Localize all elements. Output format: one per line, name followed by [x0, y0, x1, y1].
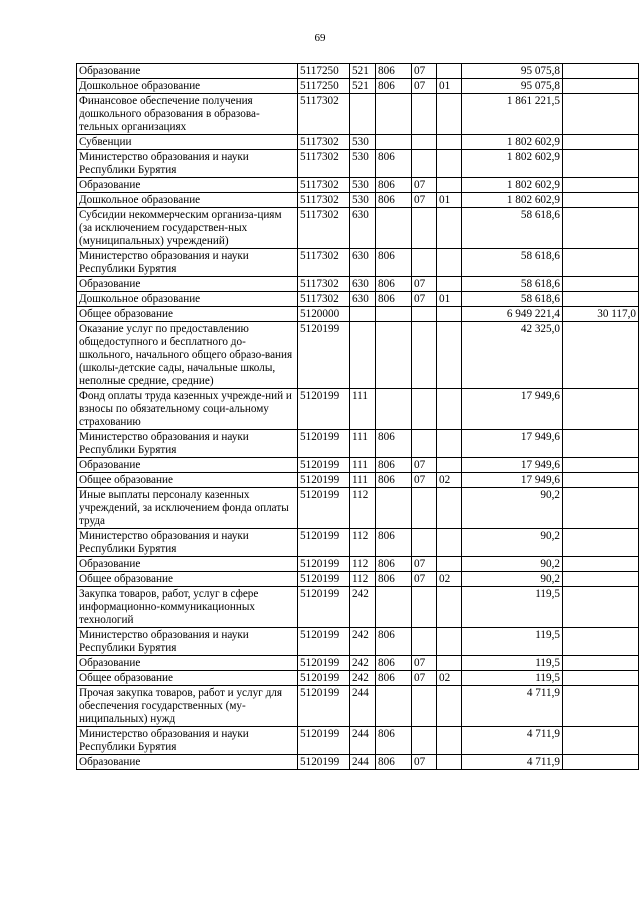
subsection-code-cell [437, 488, 462, 529]
expense-type-code-cell [350, 322, 376, 389]
department-code-cell: 806 [376, 430, 412, 458]
row-name-cell: Общее образование [77, 572, 298, 587]
amount-cell: 119,5 [462, 671, 563, 686]
amount-extra-cell [563, 430, 639, 458]
department-code-cell: 806 [376, 656, 412, 671]
amount-extra-cell [563, 249, 639, 277]
department-code-cell: 806 [376, 473, 412, 488]
section-code-cell [412, 430, 437, 458]
target-article-code-cell: 5120199 [298, 572, 350, 587]
section-code-cell: 07 [412, 292, 437, 307]
subsection-code-cell: 02 [437, 572, 462, 587]
row-name-cell: Министерство образования и науки Республики Бурятия [77, 727, 298, 755]
table-row [77, 193, 639, 208]
target-article-code-cell: 5120199 [298, 458, 350, 473]
amount-extra-cell [563, 458, 639, 473]
amount-cell: 90,2 [462, 488, 563, 529]
section-code-cell [412, 727, 437, 755]
amount-extra-cell [563, 473, 639, 488]
subsection-code-cell: 02 [437, 671, 462, 686]
subsection-code-cell [437, 458, 462, 473]
amount-cell: 119,5 [462, 656, 563, 671]
amount-extra-cell [563, 292, 639, 307]
department-code-cell: 806 [376, 727, 412, 755]
section-code-cell: 07 [412, 473, 437, 488]
row-name-cell: Образование [77, 277, 298, 292]
expense-type-code-cell [350, 307, 376, 322]
row-name-cell: Министерство образования и науки Республики Бурятия [77, 150, 298, 178]
department-code-cell: 806 [376, 557, 412, 572]
target-article-code-cell: 5117250 [298, 64, 350, 79]
amount-cell: 4 711,9 [462, 727, 563, 755]
row-name-cell: Образование [77, 755, 298, 770]
department-code-cell [376, 94, 412, 135]
amount-extra-cell [563, 150, 639, 178]
target-article-code-cell: 5120199 [298, 628, 350, 656]
expense-type-code-cell: 111 [350, 430, 376, 458]
department-code-cell: 806 [376, 193, 412, 208]
target-article-code-cell: 5120199 [298, 727, 350, 755]
amount-cell: 119,5 [462, 587, 563, 628]
subsection-code-cell [437, 557, 462, 572]
expense-type-code-cell [350, 94, 376, 135]
subsection-code-cell [437, 727, 462, 755]
department-code-cell: 806 [376, 178, 412, 193]
table-row [77, 557, 639, 572]
target-article-code-cell: 5120199 [298, 430, 350, 458]
section-code-cell [412, 135, 437, 150]
section-code-cell: 07 [412, 671, 437, 686]
target-article-code-cell: 5120199 [298, 488, 350, 529]
row-name-cell: Субвенции [77, 135, 298, 150]
row-name-cell: Министерство образования и науки Республики Бурятия [77, 430, 298, 458]
amount-extra-cell [563, 135, 639, 150]
table-row [77, 488, 639, 529]
target-article-code-cell: 5117302 [298, 208, 350, 249]
target-article-code-cell: 5117302 [298, 178, 350, 193]
subsection-code-cell [437, 94, 462, 135]
amount-cell: 1 802 602,9 [462, 150, 563, 178]
row-name-cell: Общее образование [77, 307, 298, 322]
expense-type-code-cell: 530 [350, 150, 376, 178]
expense-type-code-cell: 630 [350, 292, 376, 307]
expense-type-code-cell: 521 [350, 64, 376, 79]
amount-extra-cell [563, 587, 639, 628]
row-name-cell: Министерство образования и науки Республики Бурятия [77, 249, 298, 277]
amount-cell: 90,2 [462, 529, 563, 557]
expense-type-code-cell: 242 [350, 587, 376, 628]
row-name-cell: Образование [77, 178, 298, 193]
expense-type-code-cell: 244 [350, 755, 376, 770]
row-name-cell: Министерство образования и науки Республики Бурятия [77, 529, 298, 557]
table-row [77, 755, 639, 770]
amount-extra-cell [563, 208, 639, 249]
row-name-cell: Дошкольное образование [77, 193, 298, 208]
row-name-cell: Иные выплаты персоналу казенных учреждений, за исключением фонда оплаты труда [77, 488, 298, 529]
expense-type-code-cell: 112 [350, 572, 376, 587]
amount-cell: 95 075,8 [462, 64, 563, 79]
expense-type-code-cell: 242 [350, 656, 376, 671]
target-article-code-cell: 5117302 [298, 94, 350, 135]
row-name-cell: Оказание услуг по предоставлению общедоступного и бесплатного до-школьного, начального общего образо-вания (школы-детские сады, начальные школы, неполные средние, средние) [77, 322, 298, 389]
amount-extra-cell [563, 529, 639, 557]
row-name-cell: Общее образование [77, 473, 298, 488]
amount-cell: 17 949,6 [462, 473, 563, 488]
amount-extra-cell [563, 277, 639, 292]
expense-type-code-cell: 530 [350, 193, 376, 208]
amount-cell: 17 949,6 [462, 430, 563, 458]
table-row [77, 686, 639, 727]
amount-extra-cell [563, 94, 639, 135]
row-name-cell: Дошкольное образование [77, 79, 298, 94]
department-code-cell: 806 [376, 292, 412, 307]
target-article-code-cell: 5120199 [298, 587, 350, 628]
department-code-cell [376, 322, 412, 389]
table-row [77, 135, 639, 150]
amount-extra-cell [563, 671, 639, 686]
row-name-cell: Закупка товаров, работ, услуг в сфере информационно-коммуникационных технологий [77, 587, 298, 628]
table-row [77, 178, 639, 193]
row-name-cell: Субсидии некоммерческим организа-циям (за исключением государствен-ных (муниципальных) учреждений) [77, 208, 298, 249]
department-code-cell [376, 208, 412, 249]
subsection-code-cell [437, 686, 462, 727]
department-code-cell: 806 [376, 572, 412, 587]
table-row [77, 587, 639, 628]
expense-type-code-cell: 242 [350, 628, 376, 656]
department-code-cell: 806 [376, 755, 412, 770]
target-article-code-cell: 5117302 [298, 277, 350, 292]
table-row [77, 307, 639, 322]
expense-type-code-cell: 242 [350, 671, 376, 686]
section-code-cell [412, 150, 437, 178]
expense-type-code-cell: 521 [350, 79, 376, 94]
table-row [77, 458, 639, 473]
section-code-cell [412, 307, 437, 322]
department-code-cell: 806 [376, 64, 412, 79]
amount-extra-cell [563, 178, 639, 193]
table-row [77, 628, 639, 656]
target-article-code-cell: 5120199 [298, 671, 350, 686]
table-row [77, 79, 639, 94]
department-code-cell: 806 [376, 277, 412, 292]
section-code-cell: 07 [412, 755, 437, 770]
expense-type-code-cell: 530 [350, 135, 376, 150]
amount-cell: 1 802 602,9 [462, 178, 563, 193]
department-code-cell: 806 [376, 249, 412, 277]
department-code-cell: 806 [376, 79, 412, 94]
amount-extra-cell: 30 117,0 [563, 307, 639, 322]
amount-cell: 6 949 221,4 [462, 307, 563, 322]
subsection-code-cell [437, 430, 462, 458]
amount-cell: 58 618,6 [462, 208, 563, 249]
subsection-code-cell [437, 307, 462, 322]
amount-extra-cell [563, 755, 639, 770]
target-article-code-cell: 5117302 [298, 193, 350, 208]
section-code-cell [412, 389, 437, 430]
target-article-code-cell: 5117302 [298, 135, 350, 150]
target-article-code-cell: 5120199 [298, 656, 350, 671]
amount-cell: 1 861 221,5 [462, 94, 563, 135]
amount-extra-cell [563, 389, 639, 430]
expense-type-code-cell: 111 [350, 473, 376, 488]
amount-cell: 58 618,6 [462, 249, 563, 277]
subsection-code-cell: 01 [437, 79, 462, 94]
target-article-code-cell: 5120199 [298, 557, 350, 572]
section-code-cell [412, 488, 437, 529]
subsection-code-cell [437, 755, 462, 770]
amount-extra-cell [563, 79, 639, 94]
row-name-cell: Образование [77, 656, 298, 671]
table-row [77, 727, 639, 755]
amount-cell: 90,2 [462, 557, 563, 572]
row-name-cell: Образование [77, 458, 298, 473]
section-code-cell [412, 628, 437, 656]
table-row [77, 656, 639, 671]
target-article-code-cell: 5120199 [298, 389, 350, 430]
target-article-code-cell: 5120199 [298, 529, 350, 557]
expense-type-code-cell: 111 [350, 389, 376, 430]
section-code-cell: 07 [412, 572, 437, 587]
table-row [77, 389, 639, 430]
expense-type-code-cell: 112 [350, 557, 376, 572]
row-name-cell: Общее образование [77, 671, 298, 686]
subsection-code-cell [437, 64, 462, 79]
amount-extra-cell [563, 572, 639, 587]
expense-type-code-cell: 244 [350, 727, 376, 755]
target-article-code-cell: 5117302 [298, 150, 350, 178]
subsection-code-cell [437, 277, 462, 292]
section-code-cell: 07 [412, 557, 437, 572]
amount-cell: 1 802 602,9 [462, 135, 563, 150]
section-code-cell [412, 587, 437, 628]
table-row [77, 277, 639, 292]
table-row [77, 292, 639, 307]
department-code-cell: 806 [376, 150, 412, 178]
budget-table-body [77, 64, 639, 770]
amount-extra-cell [563, 727, 639, 755]
table-row [77, 94, 639, 135]
amount-extra-cell [563, 628, 639, 656]
table-row [77, 249, 639, 277]
section-code-cell: 07 [412, 277, 437, 292]
department-code-cell: 806 [376, 529, 412, 557]
expense-type-code-cell: 112 [350, 529, 376, 557]
amount-cell: 95 075,8 [462, 79, 563, 94]
amount-extra-cell [563, 322, 639, 389]
amount-cell: 17 949,6 [462, 458, 563, 473]
table-row [77, 473, 639, 488]
amount-extra-cell [563, 557, 639, 572]
subsection-code-cell [437, 208, 462, 249]
row-name-cell: Дошкольное образование [77, 292, 298, 307]
subsection-code-cell: 02 [437, 473, 462, 488]
target-article-code-cell: 5117302 [298, 292, 350, 307]
table-row [77, 572, 639, 587]
department-code-cell: 806 [376, 671, 412, 686]
table-row [77, 208, 639, 249]
section-code-cell: 07 [412, 656, 437, 671]
table-row [77, 529, 639, 557]
amount-extra-cell [563, 488, 639, 529]
expense-type-code-cell: 244 [350, 686, 376, 727]
amount-cell: 4 711,9 [462, 755, 563, 770]
table-row [77, 64, 639, 79]
target-article-code-cell: 5120199 [298, 686, 350, 727]
department-code-cell [376, 686, 412, 727]
target-article-code-cell: 5120199 [298, 473, 350, 488]
expense-type-code-cell: 630 [350, 249, 376, 277]
row-name-cell: Образование [77, 64, 298, 79]
target-article-code-cell: 5120000 [298, 307, 350, 322]
section-code-cell: 07 [412, 178, 437, 193]
table-row [77, 322, 639, 389]
section-code-cell: 07 [412, 79, 437, 94]
section-code-cell [412, 529, 437, 557]
subsection-code-cell [437, 529, 462, 557]
row-name-cell: Фонд оплаты труда казенных учрежде-ний и взносы по обязательному соци-альному страхованию [77, 389, 298, 430]
row-name-cell: Финансовое обеспечение получения дошкольного образования в образова-тельных организациях [77, 94, 298, 135]
amount-cell: 1 802 602,9 [462, 193, 563, 208]
page-number: 69 [314, 32, 326, 44]
amount-extra-cell [563, 193, 639, 208]
section-code-cell: 07 [412, 193, 437, 208]
table-row [77, 150, 639, 178]
target-article-code-cell: 5120199 [298, 755, 350, 770]
subsection-code-cell [437, 322, 462, 389]
section-code-cell [412, 686, 437, 727]
section-code-cell [412, 322, 437, 389]
department-code-cell: 806 [376, 458, 412, 473]
amount-extra-cell [563, 64, 639, 79]
subsection-code-cell [437, 178, 462, 193]
subsection-code-cell: 01 [437, 193, 462, 208]
target-article-code-cell: 5117302 [298, 249, 350, 277]
row-name-cell: Министерство образования и науки Республики Бурятия [77, 628, 298, 656]
subsection-code-cell [437, 135, 462, 150]
section-code-cell [412, 94, 437, 135]
subsection-code-cell: 01 [437, 292, 462, 307]
expense-type-code-cell: 530 [350, 178, 376, 193]
section-code-cell: 07 [412, 64, 437, 79]
expense-type-code-cell: 630 [350, 277, 376, 292]
subsection-code-cell [437, 628, 462, 656]
amount-cell: 58 618,6 [462, 292, 563, 307]
table-row [77, 430, 639, 458]
subsection-code-cell [437, 656, 462, 671]
amount-extra-cell [563, 656, 639, 671]
department-code-cell [376, 488, 412, 529]
expense-type-code-cell: 630 [350, 208, 376, 249]
amount-cell: 119,5 [462, 628, 563, 656]
department-code-cell: 806 [376, 628, 412, 656]
expense-type-code-cell: 112 [350, 488, 376, 529]
amount-cell: 42 325,0 [462, 322, 563, 389]
amount-extra-cell [563, 686, 639, 727]
target-article-code-cell: 5120199 [298, 322, 350, 389]
subsection-code-cell [437, 150, 462, 178]
section-code-cell [412, 208, 437, 249]
subsection-code-cell [437, 249, 462, 277]
table-row [77, 671, 639, 686]
department-code-cell [376, 587, 412, 628]
section-code-cell [412, 249, 437, 277]
department-code-cell [376, 135, 412, 150]
amount-cell: 4 711,9 [462, 686, 563, 727]
section-code-cell: 07 [412, 458, 437, 473]
department-code-cell [376, 389, 412, 430]
target-article-code-cell: 5117250 [298, 79, 350, 94]
budget-table [76, 63, 639, 770]
subsection-code-cell [437, 587, 462, 628]
amount-cell: 90,2 [462, 572, 563, 587]
amount-cell: 58 618,6 [462, 277, 563, 292]
subsection-code-cell [437, 389, 462, 430]
amount-cell: 17 949,6 [462, 389, 563, 430]
row-name-cell: Прочая закупка товаров, работ и услуг для обеспечения государственных (му-ниципальных) нужд [77, 686, 298, 727]
row-name-cell: Образование [77, 557, 298, 572]
department-code-cell [376, 307, 412, 322]
expense-type-code-cell: 111 [350, 458, 376, 473]
